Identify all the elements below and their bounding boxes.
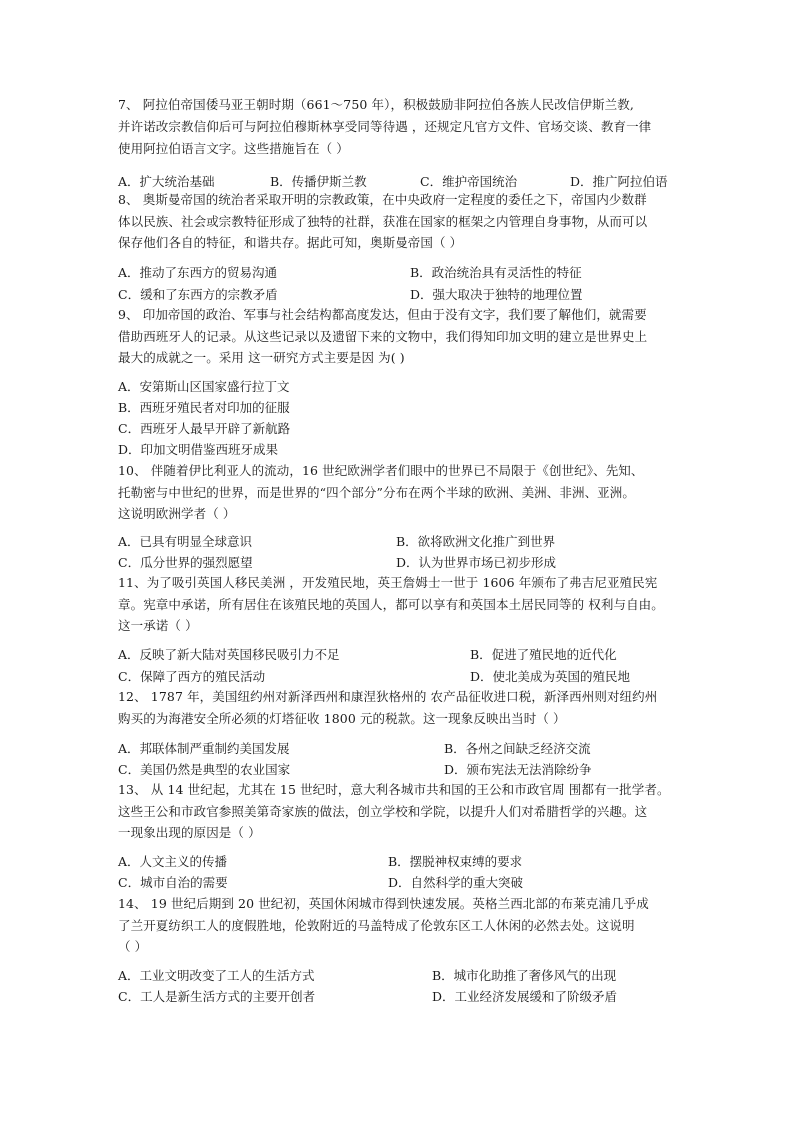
question-8-line-1: 8、 奥斯曼帝国的统治者采取开明的宗教政策，在中央政府一定程度的委任之下，帝国内少数群 — [118, 192, 647, 207]
question-10-line-3: 这说明欧洲学者（ ） — [118, 506, 236, 521]
question-10-option-d: D．认为世界市场已初步形成 — [396, 555, 557, 570]
question-11-line-1: 11、为了吸引英国人移民美洲 ，开发殖民地，英王詹姆士一世于 1606 年颁布了弗吉尼亚殖民宪 — [118, 575, 658, 590]
question-14-option-a: A．工业文明改变了工人的生活方式 — [118, 968, 315, 983]
question-12-line-2: 购买的为海港安全所必须的灯塔征收 1800 元的税款。这一现象反映出当时（ ） — [118, 711, 566, 726]
question-13-option-d: D．自然科学的重大突破 — [388, 875, 524, 890]
question-7-option-a: A．扩大统治基础 — [118, 174, 215, 189]
question-10-option-c: C．瓜分世界的强烈愿望 — [118, 555, 253, 570]
question-13-line-1: 13、 从 14 世纪起，尤其在 15 世纪时，意大利各城市共和国的王公和市政官周 围都有一批学者。 — [118, 782, 670, 797]
question-9-line-3: 最大的成就之一。采用 这一研究方式主要是因 为( ) — [118, 350, 405, 365]
question-8-option-a: A．推动了东西方的贸易沟通 — [118, 265, 278, 280]
question-11-option-d: D．使北美成为英国的殖民地 — [470, 669, 631, 684]
question-10-option-b: B．欲将欧洲文化推广到世界 — [396, 534, 556, 549]
question-7-option-c: C．维护帝国统治 — [420, 174, 518, 189]
question-13-line-3: 一现象出现的原因是（ ） — [118, 825, 261, 840]
question-8-line-3: 保存他们各自的特征，和谐共存。据此可知，奥斯曼帝国（ ） — [118, 235, 463, 250]
question-10-option-a: A．已具有明显全球意识 — [118, 534, 253, 549]
question-8-line-2: 体以民族、社会或宗教特征形成了独特的社群，获准在国家的框架之内管理自身事物，从而可以 — [118, 214, 648, 229]
question-12-line-1: 12、 1787 年，美国纽约州对新泽西州和康涅狄格州的 农产品征收进口税，新泽西州则对纽约州 — [118, 689, 658, 704]
question-10-line-2: 托勒密与中世纪的世界，而是世界的“四个部分”分布在两个半球的欧洲、美洲、非洲、亚洲。 — [118, 485, 635, 500]
question-7-option-b: B．传播伊斯兰教 — [270, 174, 367, 189]
question-13-option-c: C．城市自治的需要 — [118, 875, 228, 890]
question-14-line-2: 了兰开夏纺织工人的度假胜地，伦敦附近的马盖特成了伦敦东区工人休闲的必然去处。这说明 — [118, 918, 635, 933]
question-11-line-2: 章。宪章中承诺，所有居住在该殖民地的英国人，都可以享有和英国本土居民同等的 权利与自由。 — [118, 597, 664, 612]
question-9-line-2: 借助西班牙人的记录。从这些记录以及遗留下来的文物中，我们得知印加文明的建立是世界史上 — [118, 329, 648, 344]
question-13-option-a: A．人文主义的传播 — [118, 854, 228, 869]
question-14-line-3: （ ） — [118, 939, 148, 954]
question-11-option-c: C．保障了西方的殖民活动 — [118, 669, 266, 684]
question-13-line-2: 这些王公和市政官参照美第奇家族的做法，创立学校和学院，以提升人们对希腊哲学的兴趣。这 — [118, 804, 648, 819]
question-7-option-d: D．推广阿拉伯语 — [570, 174, 668, 189]
question-10-line-1: 10、 伴随着伊比利亚人的流动，16 世纪欧洲学者们眼中的世界已不局限于《创世纪》、先知、 — [118, 463, 644, 478]
question-12-option-b: B．各州之间缺乏经济交流 — [444, 741, 591, 756]
question-11-line-3: 这一承诺（ ） — [118, 618, 198, 633]
question-11-option-a: A．反映了新大陆对英国移民吸引力不足 — [118, 647, 340, 662]
question-14-option-b: B．城市化助推了奢侈风气的出现 — [432, 968, 617, 983]
question-11-option-b: B．促进了殖民地的近代化 — [470, 647, 617, 662]
question-9-line-1: 9、 印加帝国的政治、军事与社会结构都高度发达，但由于没有文字，我们要了解他们，就需要 — [118, 307, 647, 322]
question-12-option-c: C．美国仍然是典型的农业国家 — [118, 762, 291, 777]
question-7-line-3: 使用阿拉伯语言文字。这些措施旨在（ ） — [118, 141, 349, 156]
question-14-line-1: 14、 19 世纪后期到 20 世纪初，英国休闲城市得到快速发展。英格兰西北部的布莱克浦几乎成 — [118, 896, 649, 911]
question-13-option-b: B．摆脱神权束缚的要求 — [388, 854, 523, 869]
question-7-line-1: 7、 阿拉伯帝国倭马亚王朝时期（661～750 年），积极鼓励非阿拉伯各族人民改信伊斯兰教, — [118, 97, 634, 112]
question-14-option-d: D．工业经济发展缓和了阶级矛盾 — [432, 989, 618, 1004]
question-12-option-a: A．邦联体制严重制约美国发展 — [118, 741, 290, 756]
question-9-option-b: B．西班牙殖民者对印加的征服 — [118, 400, 290, 415]
question-9-option-c: C．西班牙人最早开辟了新航路 — [118, 421, 291, 436]
question-9-option-d: D．印加文明借鉴西班牙成果 — [118, 442, 279, 457]
question-14-option-c: C．工人是新生活方式的主要开创者 — [118, 989, 316, 1004]
question-9-option-a: A．安第斯山区国家盛行拉丁文 — [118, 379, 290, 394]
question-12-option-d: D．颁布宪法无法消除纷争 — [444, 762, 592, 777]
question-8-option-b: B．政治统治具有灵活性的特征 — [410, 265, 582, 280]
question-8-option-d: D．强大取决于独特的地理位置 — [410, 287, 583, 302]
question-7-line-2: 并许诺改宗教信仰后可与阿拉伯穆斯林享受同等待遇 ，还规定凡官方文件、官场交谈、教育一律 — [118, 119, 652, 134]
question-8-option-c: C．缓和了东西方的宗教矛盾 — [118, 287, 278, 302]
